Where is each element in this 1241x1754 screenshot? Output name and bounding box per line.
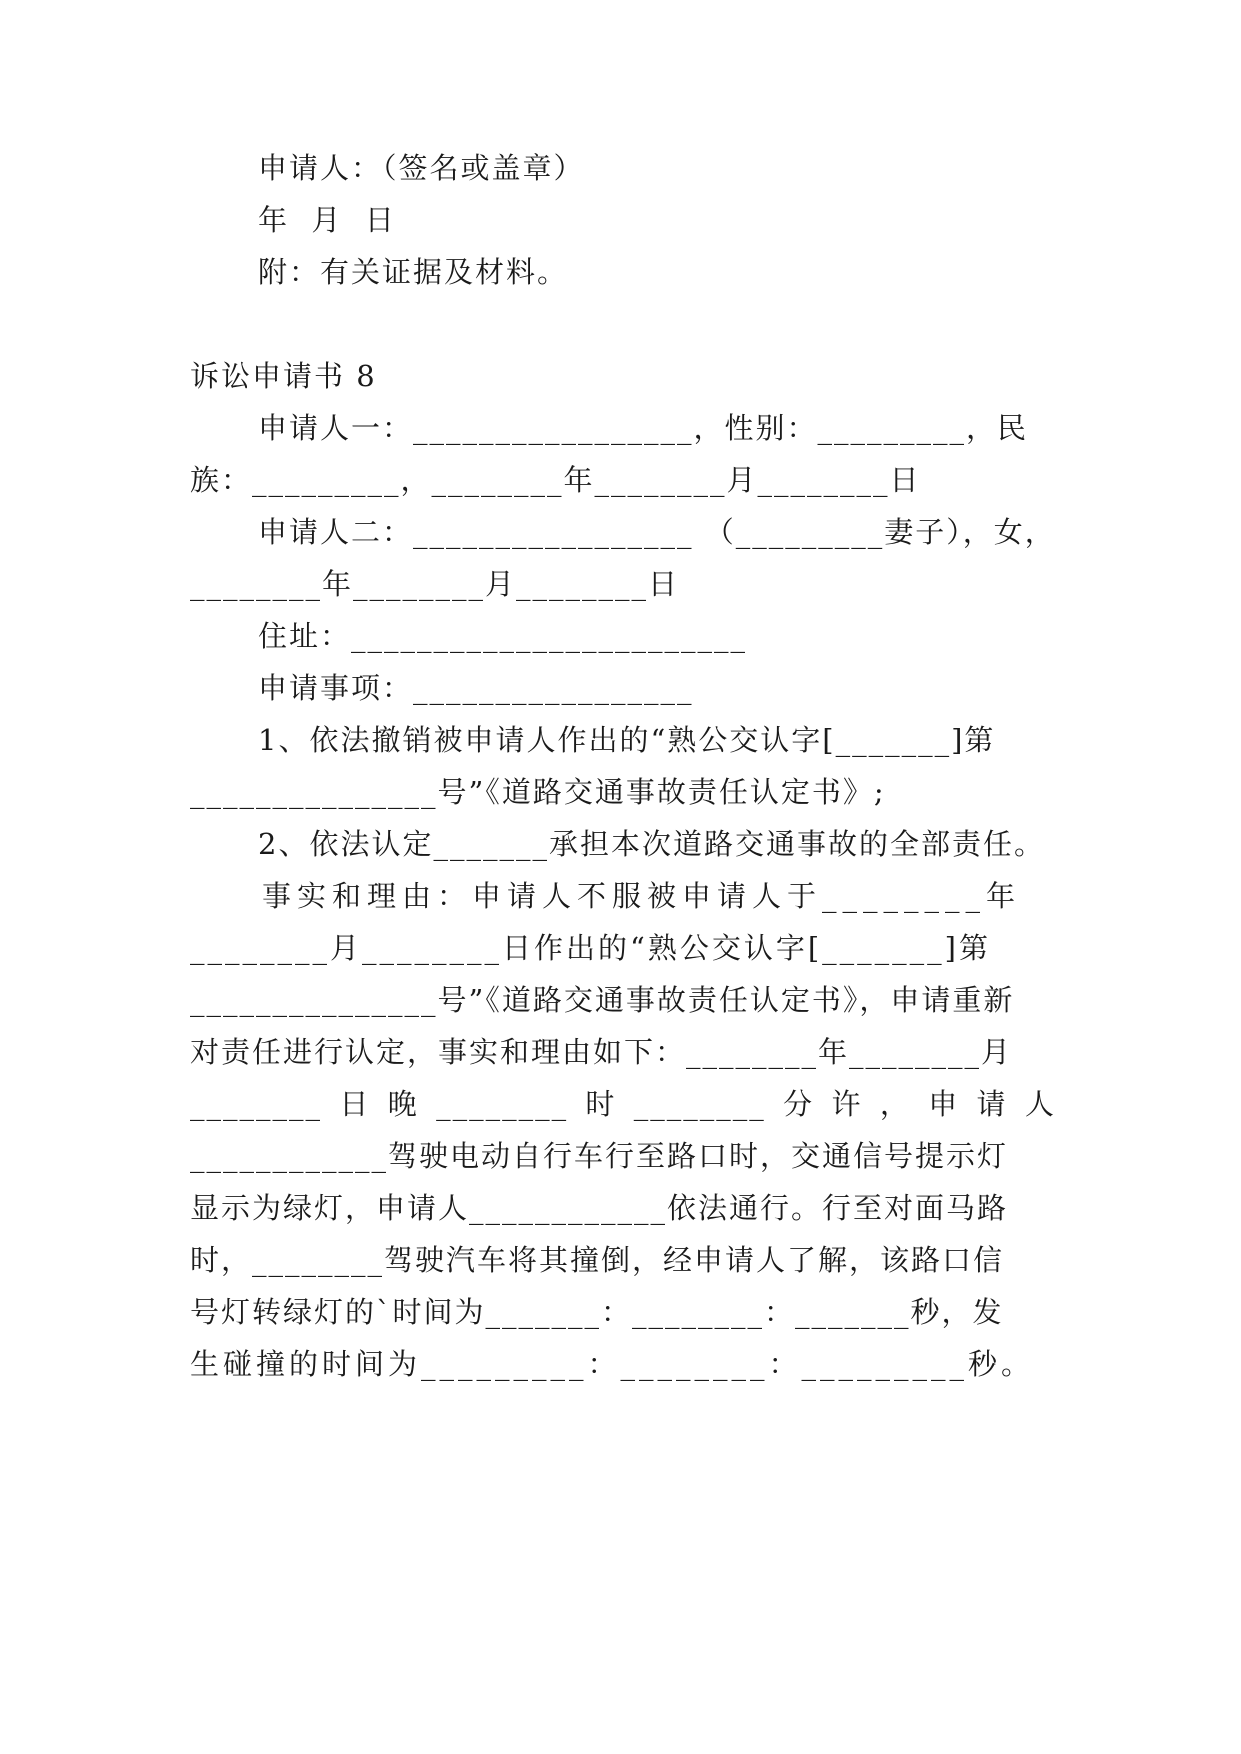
- text-char: 日: [339, 1087, 371, 1121]
- text-char: 许: [831, 1087, 863, 1121]
- text-char: 晚: [387, 1087, 419, 1121]
- facts-line-3: _______________号”《道路交通事故责任认定书》，申请重新: [190, 983, 1015, 1017]
- date-line: 年 月 日: [258, 203, 396, 237]
- document-title: 诉讼申请书 8: [190, 359, 377, 393]
- time-blank: ________: [633, 1087, 766, 1121]
- text-char: 人: [1024, 1087, 1056, 1121]
- text-char: ，: [879, 1087, 911, 1121]
- facts-line-8: 时，________驾驶汽车将其撞倒，经申请人了解，该路口信: [190, 1243, 1005, 1277]
- text-char: 时: [585, 1087, 617, 1121]
- applicant2-line-2: ________年________月________日: [190, 567, 680, 601]
- facts-line-5: [190, 1082, 1056, 1126]
- applicant1-line-1: 申请人一：_________________，性别：_________，民: [258, 411, 1029, 445]
- attachment-line: 附：有关证据及材料。: [258, 255, 569, 289]
- text-char: 申: [928, 1087, 960, 1121]
- facts-line-9: 号灯转绿灯的`时间为_______：________：_______秒，发: [190, 1295, 1004, 1329]
- facts-line-2: ________月________日作出的“熟公交认字[_______]第: [190, 931, 991, 965]
- address-line: 住址：________________________: [258, 619, 748, 653]
- item1-line-1: 1、依法撤销被申请人作出的“熟公交认字[_______]第: [258, 723, 996, 757]
- text-char: 分: [783, 1087, 815, 1121]
- facts-line-10: 生碰撞的时间为_________：________：_________秒。: [190, 1347, 1035, 1381]
- applicant-signature-line: 申请人：（签名或盖章）: [258, 151, 585, 185]
- item2-line: 2、依法认定_______承担本次道路交通事故的全部责任。: [258, 827, 1045, 861]
- applicant2-line-1: 申请人二：_________________ （_________妻子），女，: [258, 515, 1056, 549]
- facts-line-7: 显示为绿灯，申请人____________依法通行。行至对面马路: [190, 1191, 1009, 1225]
- item1-line-2: _______________号”《道路交通事故责任认定书》;: [190, 775, 886, 809]
- time-blank: ________: [436, 1087, 569, 1121]
- matters-line: 申请事项：_________________: [258, 671, 694, 705]
- facts-line-1: 事实和理由：申请人不服被申请人于________年: [262, 879, 1022, 913]
- text-char: 请: [976, 1087, 1008, 1121]
- time-blank: ________: [190, 1087, 322, 1121]
- facts-line-4: 对责任进行认定，事实和理由如下：________年________月: [190, 1035, 1013, 1069]
- applicant1-line-2: 族：_________，________年________月________日: [190, 463, 921, 497]
- facts-line-6: ____________驾驶电动自行车行至路口时，交通信号提示灯: [190, 1139, 1009, 1173]
